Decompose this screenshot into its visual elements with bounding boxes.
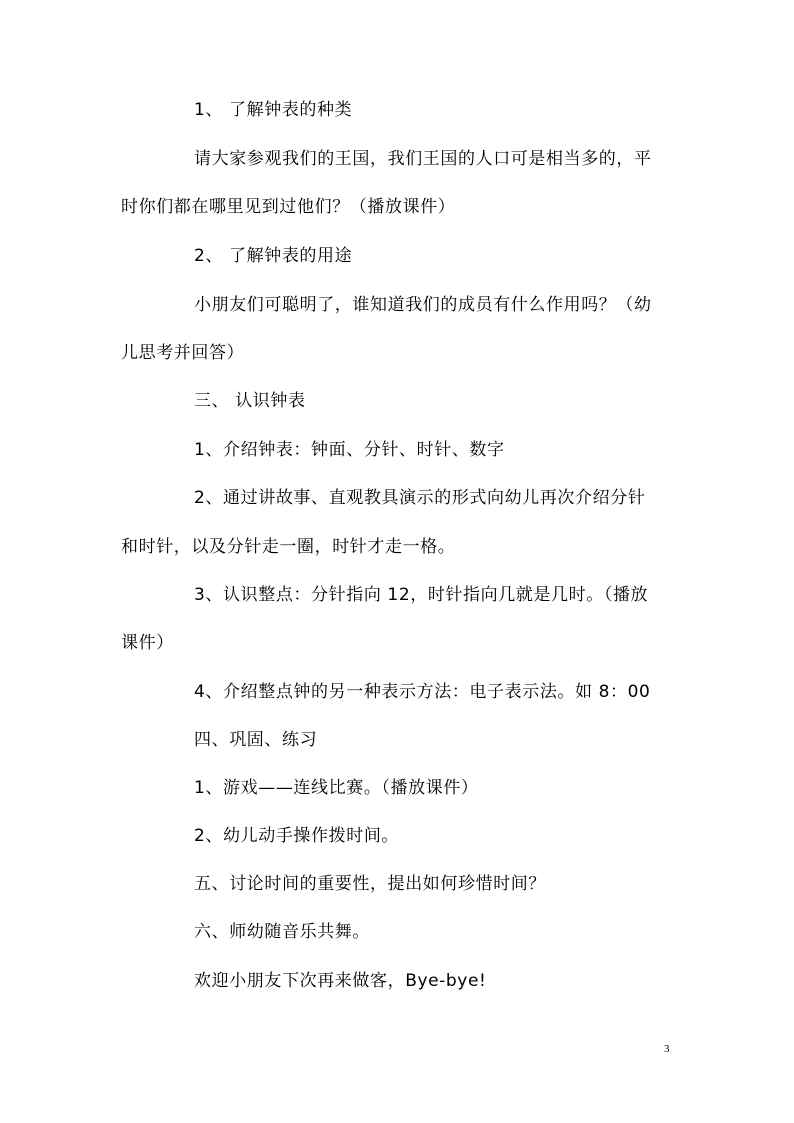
list-item-digital-time: 4、介绍整点钟的另一种表示方法：电子表示法。如 8：00 bbox=[194, 682, 651, 702]
heading-clock-uses: 2、 了解钟表的用途 bbox=[194, 246, 353, 266]
paragraph-members-line-2: 儿思考并回答） bbox=[121, 343, 245, 363]
list-item-whole-hour-line-2: 课件） bbox=[121, 633, 174, 653]
paragraph-members-line-1: 小朋友们可聪明了，谁知道我们的成员有什么作用吗？（幼 bbox=[194, 295, 652, 315]
paragraph-kingdom-line-1: 请大家参观我们的王国，我们王国的人口可是相当多的，平 bbox=[194, 149, 652, 169]
page-number: 3 bbox=[664, 1043, 670, 1055]
section-heading-discussion: 五、讨论时间的重要性，提出如何珍惜时间？ bbox=[194, 874, 546, 894]
section-heading-practice: 四、巩固、练习 bbox=[194, 730, 318, 750]
closing-line: 欢迎小朋友下次再来做客，Bye-bye! bbox=[194, 971, 487, 991]
section-heading-dance: 六、师幼随音乐共舞。 bbox=[194, 922, 370, 942]
list-item-matching-game: 1、游戏——连线比赛。（播放课件） bbox=[194, 778, 479, 798]
section-heading-know-clocks: 三、 认识钟表 bbox=[194, 391, 306, 411]
list-item-hands-on: 2、幼儿动手操作拨时间。 bbox=[194, 826, 400, 846]
paragraph-kingdom-line-2: 时你们都在哪里见到过他们？（播放课件） bbox=[121, 197, 456, 217]
list-item-introduce-clock: 1、介绍钟表：钟面、分针、时针、数字 bbox=[194, 440, 505, 460]
list-item-story-line-2: 和时针，以及分针走一圈，时针才走一格。 bbox=[121, 537, 456, 557]
list-item-whole-hour-line-1: 3、认识整点：分针指向 12，时针指向几就是几时。（播放 bbox=[194, 585, 649, 605]
heading-clock-types: 1、 了解钟表的种类 bbox=[194, 100, 353, 120]
list-item-story-line-1: 2、通过讲故事、直观教具演示的形式向幼儿再次介绍分针 bbox=[194, 488, 646, 508]
